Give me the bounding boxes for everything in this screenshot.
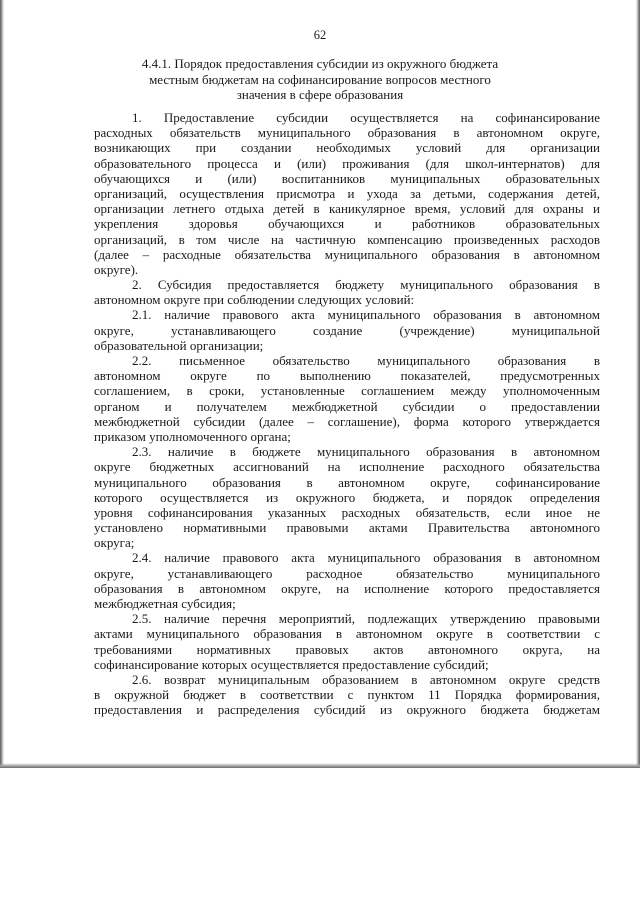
text-line: (далее – расходные обязательства муниципального образования в автономном — [94, 246, 600, 262]
heading-line: значения в сфере образования — [236, 87, 404, 103]
text-line: 2.1. наличие правового акта муниципального образования в автономном — [132, 307, 600, 323]
paragraph-2-4 — [94, 550, 600, 611]
text-line: организации летнего отдыха детей в каникулярное время, условий для охраны и — [94, 201, 600, 217]
section-heading — [100, 56, 540, 103]
text-line: софинансирование которых осуществляется предоставление субсидий; — [94, 656, 489, 672]
text-line: соглашением, в сроки, установленные соглашением между уполномоченным — [94, 383, 600, 399]
text-line: органом и получателем межбюджетной субсидии о предоставлении — [94, 398, 600, 414]
text-line: возникающих при создании необходимых условий для организации — [94, 140, 600, 156]
text-line: которого осуществляется из окружного бюджета, и порядок определения — [94, 489, 600, 505]
text-line: межбюджетная субсидия; — [94, 596, 236, 611]
text-line: 2.5. наличие перечня мероприятий, подлежащих утверждению правовыми — [132, 611, 600, 627]
paragraph-2-2 — [94, 353, 600, 444]
text-line: укрепления здоровья обучающихся и работников образовательных — [94, 216, 600, 232]
text-line: межбюджетной субсидии (далее – соглашение), форма которого утверждается — [94, 413, 600, 429]
paragraph-2-5 — [94, 611, 600, 672]
text-line: предоставления и распределения субсидий из окружного бюджета бюджетам — [94, 702, 600, 718]
text-line: округе, устанавливающего расходное обязательство муниципального — [94, 565, 600, 581]
text-line: расходных обязательств муниципального образования в автономном округе, — [94, 125, 600, 141]
text-line: организаций, в том числе на частичную компенсацию произведенных расходов — [94, 231, 600, 247]
text-line: 2.6. возврат муниципальным образованием в автономном округе средств — [132, 671, 600, 687]
text-line: требованиями нормативных правовых актов автономного округа, на — [94, 641, 600, 657]
text-line: округе). — [94, 261, 139, 277]
scan-edge-left — [0, 0, 4, 768]
paragraph-2 — [94, 277, 600, 307]
page-number: 62 — [313, 28, 327, 42]
text-line: актами муниципального образования в автономном округе в соответствии с — [94, 626, 600, 642]
text-line: автономном округе при соблюдении следующих условий: — [94, 292, 415, 308]
text-line: 1. Предоставление субсидии осуществляется на софинансирование — [132, 110, 600, 125]
text-line: округе бюджетных ассигнований на исполнение расходного обязательства — [94, 459, 600, 475]
text-line: установлено нормативными правовыми актами Правительства автономного — [94, 520, 600, 536]
heading-line: местным бюджетам на софинансирование вопросов местного — [149, 71, 491, 87]
text-line: образования в автономном округе, на исполнение которого предоставляется — [94, 580, 600, 596]
paragraph-2-3 — [94, 444, 600, 550]
paragraph-2-6 — [94, 672, 600, 718]
text-line: округе, устанавливающего создание (учреждение) муниципальной — [94, 322, 600, 338]
text-line: образовательной организации; — [94, 337, 264, 353]
text-line: организаций, осуществления присмотра и ухода за детьми, содержания детей, — [94, 185, 600, 201]
text-line: 2.4. наличие правового акта муниципального образования в автономном — [132, 550, 600, 566]
text-line: округа; — [94, 535, 135, 551]
scan-edge-bottom — [0, 763, 640, 768]
scan-edge-right — [636, 0, 640, 768]
text-line: обучающихся и (или) воспитанников муниципальных образовательных — [94, 170, 600, 186]
paragraph-2-1 — [94, 307, 600, 353]
text-line: приказом уполномоченного органа; — [94, 428, 291, 444]
text-line: в окружной бюджет в соответствии с пунктом 11 Порядка формирования, — [94, 687, 600, 703]
heading-line: 4.4.1. Порядок предоставления субсидии из окружного бюджета — [141, 56, 499, 71]
text-line: 2.3. наличие в бюджете муниципального образования в автономном — [132, 444, 600, 460]
text-line: образовательного процесса и (или) проживания (для школ-интернатов) для — [94, 155, 600, 171]
text-line: 2. Субсидия предоставляется бюджету муниципального образования в — [132, 277, 600, 293]
text-line: уровня софинансирования указанных расходных обязательств, если иное не — [94, 504, 600, 520]
text-line: автономном округе по выполнению показателей, предусмотренных — [94, 368, 600, 384]
paragraph-1 — [94, 110, 600, 277]
document-body — [94, 110, 600, 718]
text-line: 2.2. письменное обязательство муниципального образования в — [132, 353, 600, 368]
text-line: муниципального образования в автономном округе, софинансирование — [94, 474, 600, 490]
